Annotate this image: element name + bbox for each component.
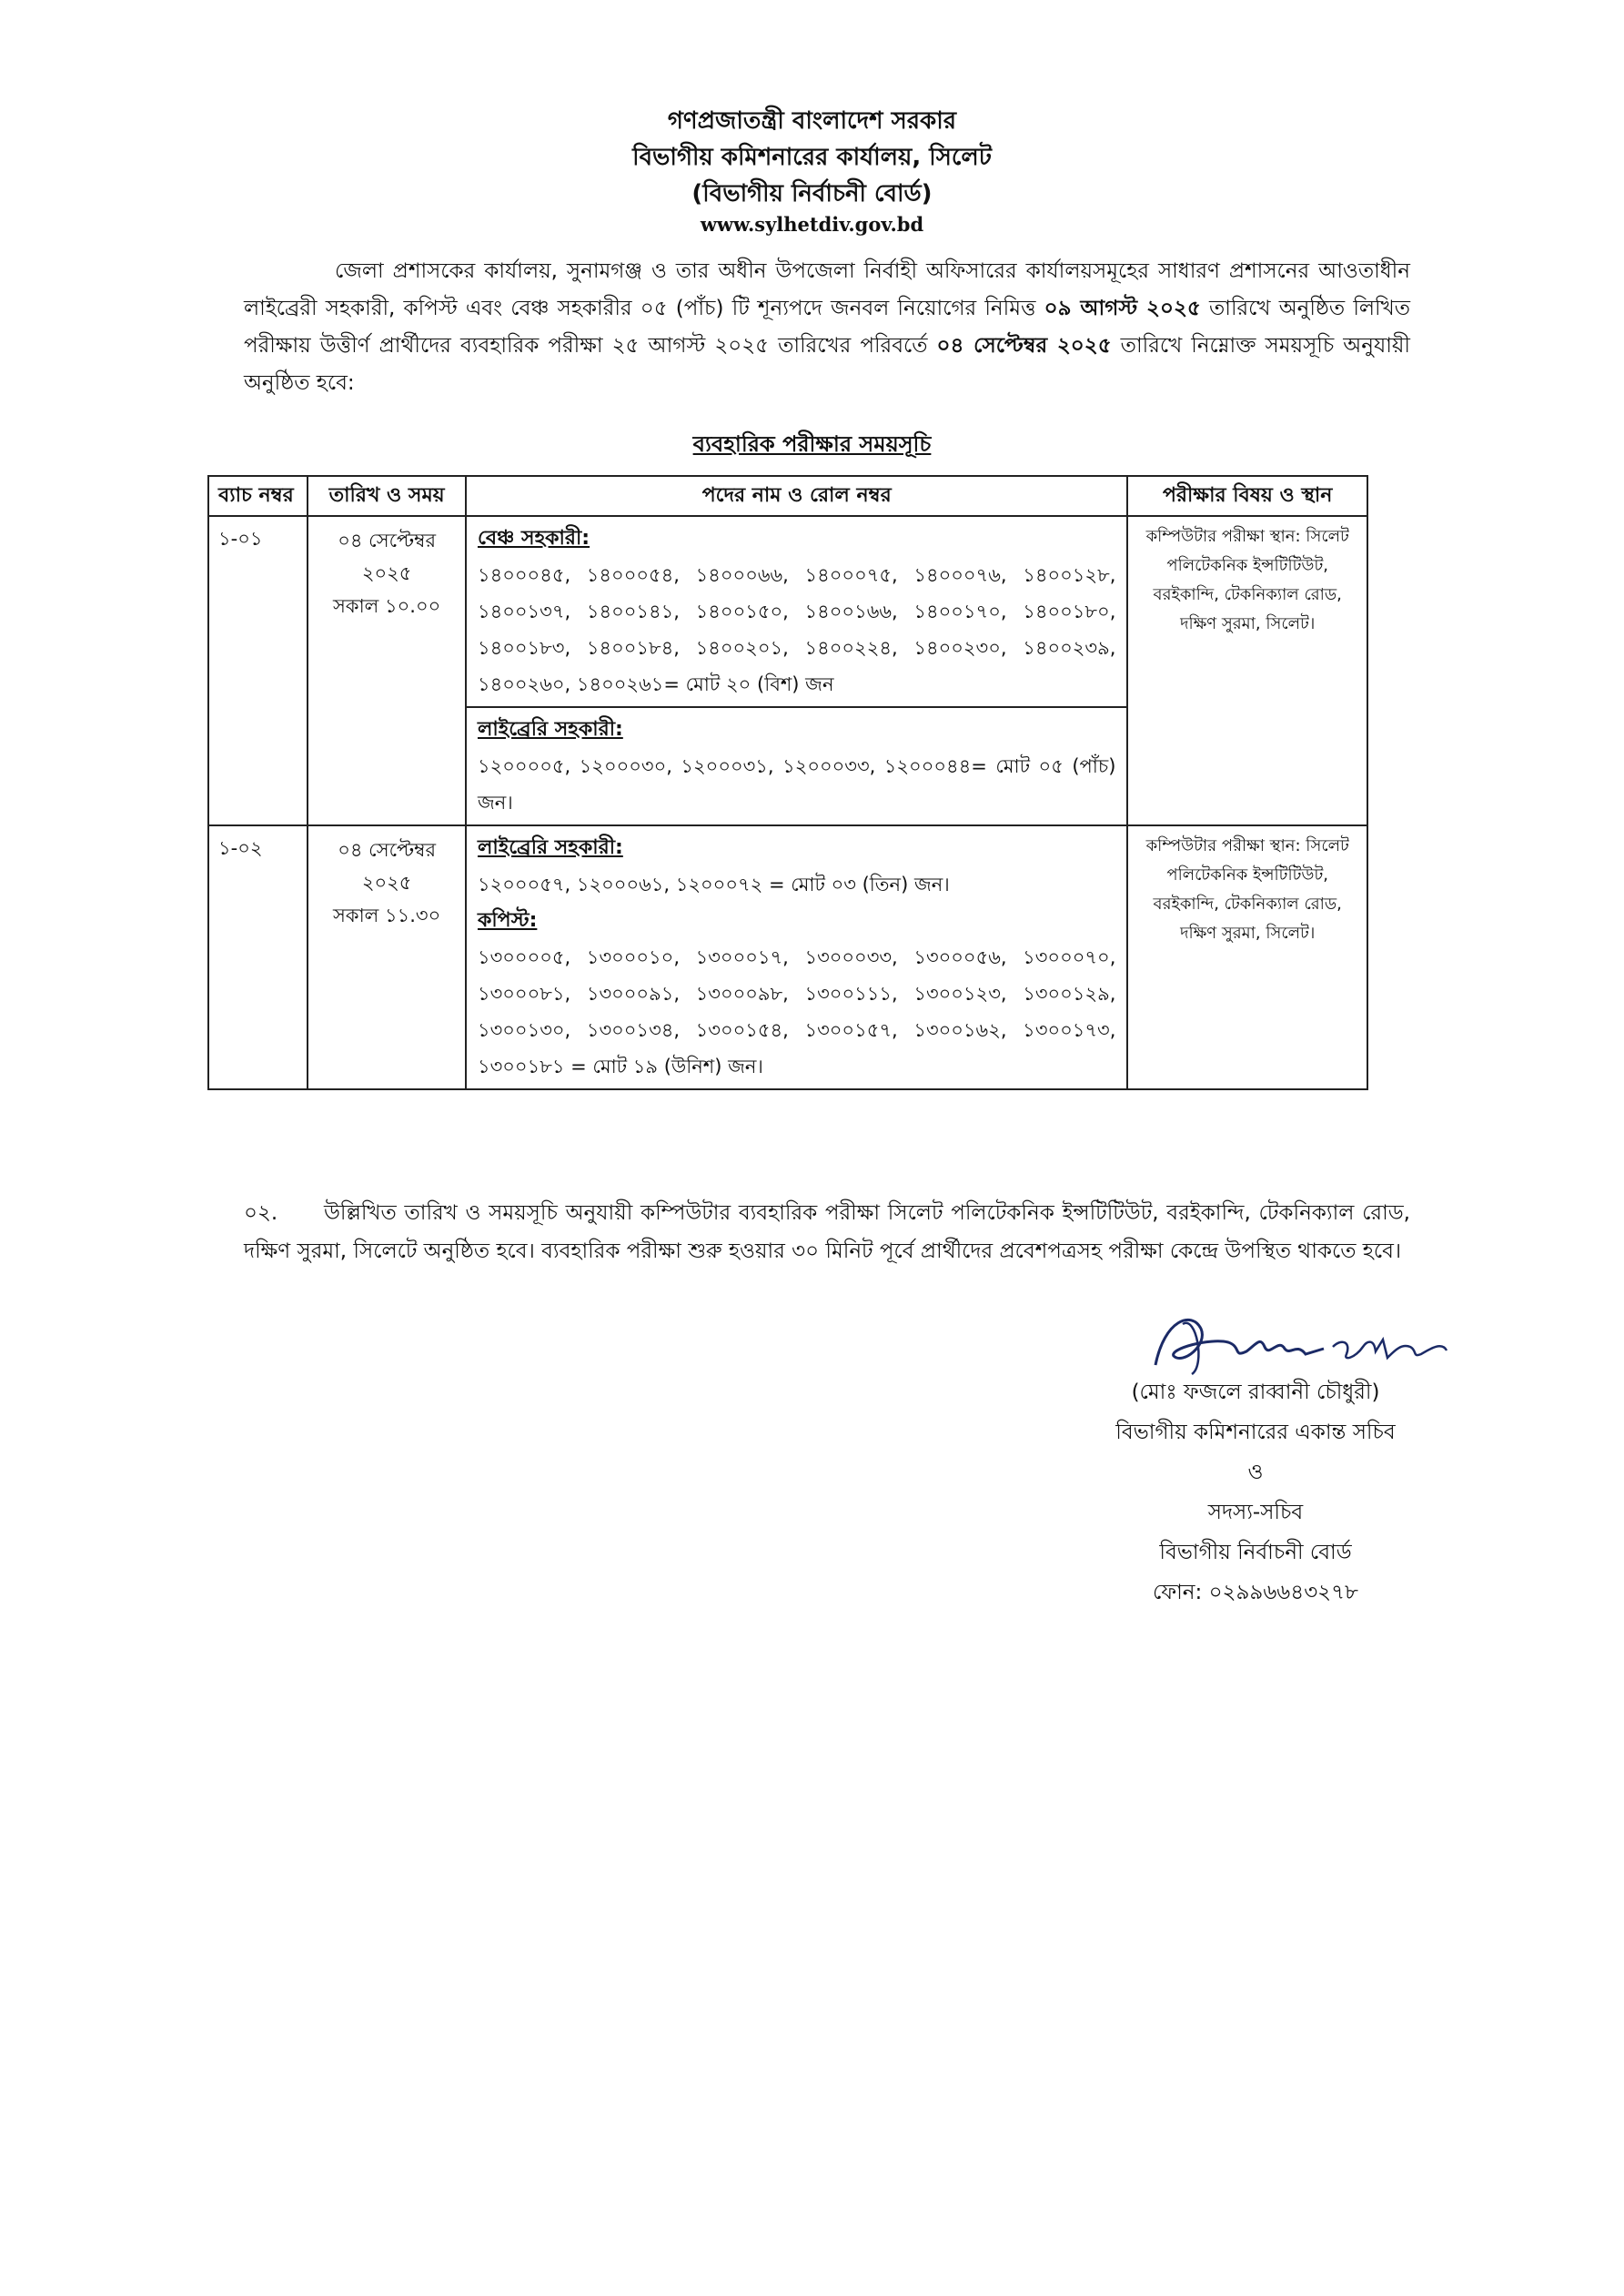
post-roll-cell (466, 516, 1127, 825)
office-name: বিভাগীয় কমিশনারের কার্যালয়, সিলেট (632, 144, 992, 171)
signatory-phone: ফোন: ০২৯৯৬৬৪৩২৭৮ (1153, 1581, 1358, 1604)
post-block (467, 517, 1126, 706)
signature-block (1037, 1372, 1474, 1613)
table-title: ব্যবহারিক পরীক্ষার সময়সূচি (692, 431, 932, 457)
intro-text-2: তারিখে অনুষ্ঠিত লিখিত পরীক্ষায় উত্তীর্ণ প্রার্থীদের ব্যবহারিক পরীক্ষা ২৫ আগস্ট ২০২৫ তারিখের পরিবর্তে (244, 297, 1411, 358)
header-post-roll: পদের নাম ও রোল নম্বর (466, 476, 1127, 516)
signatory-board: বিভাগীয় নির্বাচনী বোর্ড (1159, 1541, 1352, 1564)
intro-paragraph (244, 253, 1410, 402)
exam-date: ০৪ সেপ্টেম্বর ২০২৫ (338, 839, 437, 894)
table-header-row (208, 476, 1367, 516)
post-name: বেঞ্চ সহকারী: (477, 527, 590, 550)
header-subject-place: পরীক্ষার বিষয় ও স্থান (1127, 476, 1367, 516)
paragraph-number: ০২. (244, 1201, 278, 1225)
exam-place: কম্পিউটার পরীক্ষা স্থান: সিলেট পলিটেকনিক ইন্সটিটিউট, বরইকান্দি, টেকনিক্যাল রোড, দক্ষিণ সুরমা, সিলেট। (1127, 825, 1367, 1089)
post-block (467, 826, 1126, 1088)
govt-name: গণপ্রজাতন্ত্রী বাংলাদেশ সরকার (667, 107, 957, 135)
table-row (208, 516, 1367, 825)
roll-numbers: ১৩০০০০৫, ১৩০০০১০, ১৩০০০১৭, ১৩০০০৩৩, ১৩০০০৫৬, ১৩০০০৭০, ১৩০০০৮১, ১৩০০০৯১, ১৩০০০৯৮, ১৩০০১১১, ১৩০০১২৩, ১৩০০১২৯, ১৩০০১৩০, ১৩০০১৩৪, ১৩০০১৫৪, ১৩০০১৫৭, ১৩০০১৬২, ১৩০০১৭৩, ১৩০০১৮১ = মোট ১৯ (উনিশ) জন। (477, 946, 1116, 1077)
exam-date: ০৪ সেপ্টেম্বর ২০২৫ (338, 530, 437, 584)
signatory-name: (মোঃ ফজলে রাব্বানী চৌধুরী) (1131, 1381, 1380, 1404)
exam-time: সকাল ১১.৩০ (333, 905, 441, 926)
post-roll-cell (466, 825, 1127, 1089)
written-exam-date: ০৯ আগস্ট ২০২৫ (1044, 297, 1201, 320)
exam-place: কম্পিউটার পরীক্ষা স্থান: সিলেট পলিটেকনিক ইন্সটিটিউট, বরইকান্দি, টেকনিক্যাল রোড, দক্ষিণ সুরমা, সিলেট। (1127, 516, 1367, 825)
post-name: কপিস্ট: (477, 909, 538, 932)
date-time-cell (308, 825, 466, 1089)
instruction-paragraph (244, 1194, 1410, 1270)
post-block (467, 706, 1126, 824)
header-batch: ব্যাচ নম্বর (208, 476, 308, 516)
handwritten-signature (1128, 1301, 1465, 1383)
roll-numbers: ১২০০০৫৭, ১২০০০৬১, ১২০০০৭২ = মোট ০৩ (তিন) জন। (477, 874, 950, 895)
instruction-text: উল্লিখিত তারিখ ও সময়সূচি অনুযায়ী কম্পিউটার ব্যবহারিক পরীক্ষা সিলেট পলিটেকনিক ইন্সটিটিউট, বরইকান্দি, টেকনিক্যাল রোড, দক্ষিণ সুরমা, সিলেটে অনুষ্ঠিত হবে। ব্যবহারিক পরীক্ষা শুরু হওয়ার ৩০ মিনিট পূর্বে প্রার্থীদের প্রবেশপত্রসহ পরীক্ষা কেন্দ্রে উপস্থিত থাকতে হবে। (244, 1201, 1410, 1263)
intro-text-3: তারিখে নিম্নোক্ত সময়সূচি অনুযায়ী অনুষ্ঠিত হবে: (244, 334, 1410, 395)
signatory-title: বিভাগীয় কমিশনারের একান্ত সচিব (1115, 1421, 1396, 1444)
signatory-role: সদস্য-সচিব (1207, 1501, 1304, 1524)
batch-number: ১-০১ (208, 516, 308, 825)
post-name: লাইব্রেরি সহকারী: (477, 718, 623, 741)
schedule-table (207, 475, 1368, 1090)
intro-text-1: জেলা প্রশাসকের কার্যালয়, সুনামগঞ্জ ও তার অধীন উপজেলা নির্বাহী অফিসারের কার্যালয়সমূহের সাধারণ প্রশাসনের আওতাধীন লাইব্রেরী সহকারী, কপিস্ট এবং বেঞ্চ সহকারীর ০৫ (পাঁচ) টি শূন্যপদে জনবল নিয়োগের নিমিত্ত (244, 259, 1410, 320)
post-name: লাইব্রেরি সহকারী: (477, 836, 623, 859)
roll-numbers: ১২০০০০৫, ১২০০০৩০, ১২০০০৩১, ১২০০০৩৩, ১২০০০৪৪= মোট ০৫ (পাঁচ) জন। (477, 755, 1116, 814)
batch-number: ১-০২ (208, 825, 308, 1089)
date-time-cell (308, 516, 466, 825)
exam-time: সকাল ১০.০০ (333, 595, 441, 617)
conjunction: ও (1247, 1461, 1264, 1484)
practical-exam-date: ০৪ সেপ্টেম্বর ২০২৫ (936, 334, 1112, 358)
header-date-time: তারিখ ও সময় (308, 476, 466, 516)
table-row (208, 825, 1367, 1089)
board-name: (বিভাগীয় নির্বাচনী বোর্ড) (691, 180, 933, 207)
website-link[interactable]: www.sylhetdiv.gov.bd (700, 213, 924, 236)
roll-numbers: ১৪০০০৪৫, ১৪০০০৫৪, ১৪০০০৬৬, ১৪০০০৭৫, ১৪০০০৭৬, ১৪০০১২৮, ১৪০০১৩৭, ১৪০০১৪১, ১৪০০১৫০, ১৪০০১৬৬, ১৪০০১৭০, ১৪০০১৮০, ১৪০০১৮৩, ১৪০০১৮৪, ১৪০০২০১, ১৪০০২২৪, ১৪০০২৩০, ১৪০০২৩৯, ১৪০০২৬০, ১৪০০২৬১= মোট ২০ (বিশ) জন (477, 564, 1116, 695)
